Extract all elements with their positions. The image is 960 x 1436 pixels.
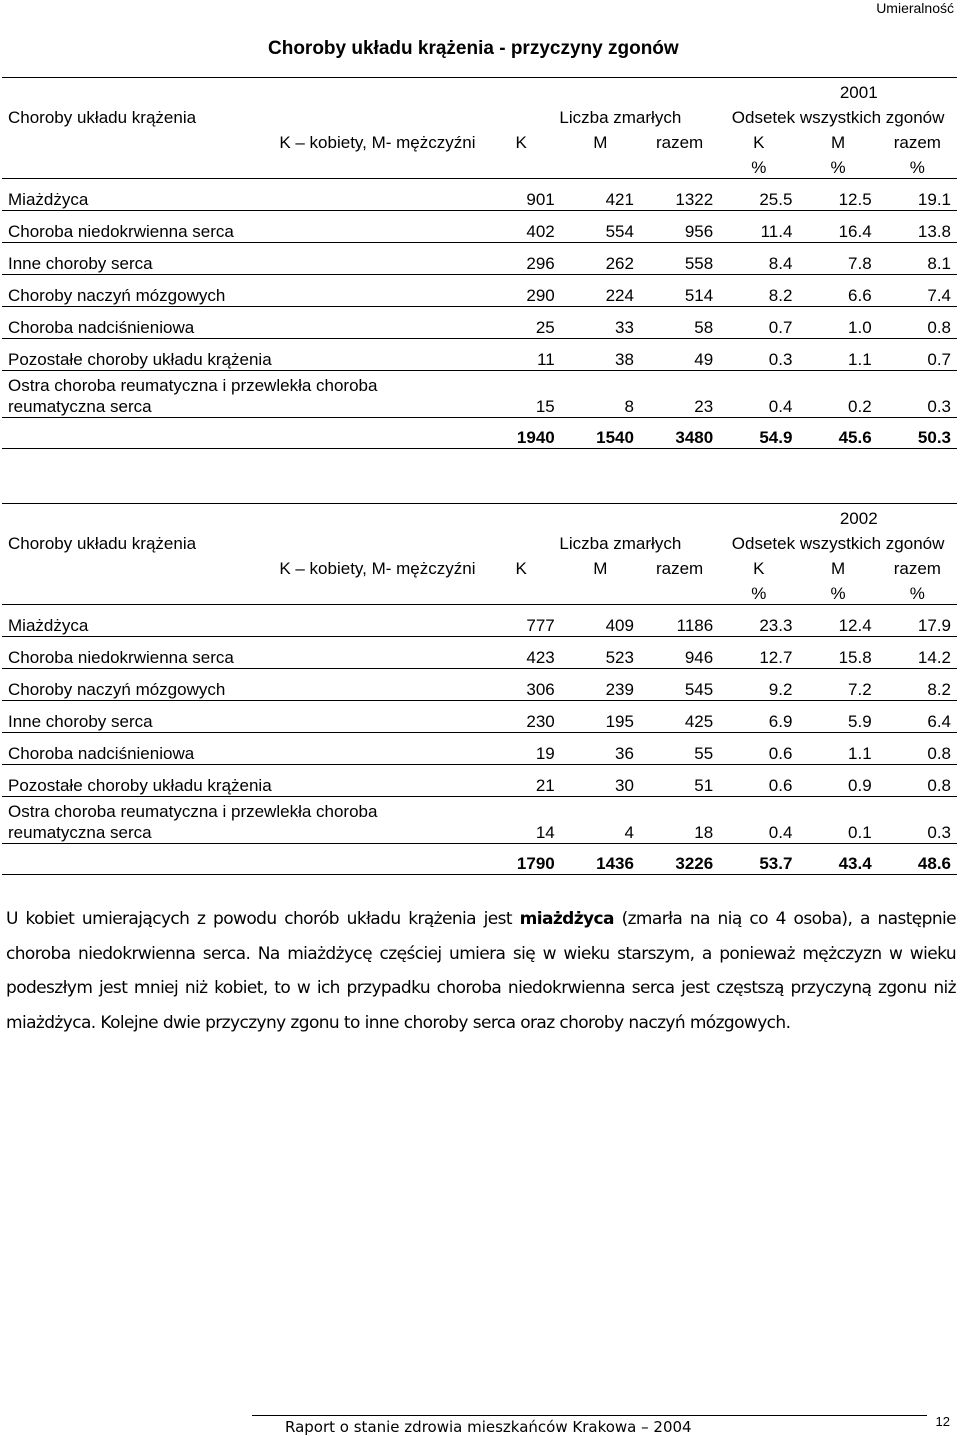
table-cell: 49 <box>640 339 719 371</box>
table-cell: 8.2 <box>878 669 957 701</box>
row-label: Pozostałe choroby układu krążenia <box>2 339 482 371</box>
table-cell: 11 <box>482 339 561 371</box>
col-razem: razem <box>655 559 704 578</box>
column-header-deaths: Liczba zmarłych <box>559 534 682 553</box>
table-cell: 290 <box>482 275 561 307</box>
table-cell: 554 <box>561 211 640 243</box>
row-label: Choroby naczyń mózgowych <box>2 669 482 701</box>
table-cell: 0.8 <box>878 307 957 339</box>
page-number: 12 <box>935 1414 950 1429</box>
table-cell: 0.6 <box>719 765 798 797</box>
table-row <box>2 797 957 844</box>
table-row <box>2 179 957 211</box>
table-cell: 425 <box>640 701 719 733</box>
table-2001 <box>2 77 957 449</box>
total-cell: 50.3 <box>878 418 957 449</box>
table-cell: 19 <box>482 733 561 765</box>
table-cell: 17.9 <box>878 605 957 637</box>
table-cell: 6.4 <box>878 701 957 733</box>
row-label <box>2 797 482 844</box>
table-row <box>2 339 957 371</box>
col-m-pct: M <box>830 133 846 152</box>
footer-text: Raport o stanie zdrowia mieszkańców Krakowa – 2004 <box>285 1418 692 1436</box>
table-cell: 0.8 <box>878 765 957 797</box>
table-cell: 0.1 <box>798 797 877 844</box>
table-cell: 901 <box>482 179 561 211</box>
table-cell: 1.0 <box>798 307 877 339</box>
pct-sign: % <box>830 584 846 603</box>
table-cell: 8.2 <box>719 275 798 307</box>
summary-paragraph <box>6 902 956 1040</box>
col-razem-pct: razem <box>893 133 941 152</box>
table-cell: 0.8 <box>878 733 957 765</box>
table-cell: 1.1 <box>798 733 877 765</box>
table-cell: 12.4 <box>798 605 877 637</box>
table-row <box>2 243 957 275</box>
table-row <box>2 669 957 701</box>
table-cell: 13.8 <box>878 211 957 243</box>
pct-sign: % <box>909 158 925 177</box>
table-cell: 12.7 <box>719 637 798 669</box>
table-cell: 11.4 <box>719 211 798 243</box>
col-k-pct: K <box>753 133 765 152</box>
table-cell: 12.5 <box>798 179 877 211</box>
table-cell: 8 <box>561 371 640 418</box>
table-row <box>2 765 957 797</box>
table-row <box>2 733 957 765</box>
total-cell: 53.7 <box>719 844 798 875</box>
col-m: M <box>593 133 608 152</box>
total-cell: 3226 <box>640 844 719 875</box>
col-k: K <box>515 559 527 578</box>
col-k-pct: K <box>753 559 765 578</box>
col-m: M <box>593 559 608 578</box>
row-label-line: reumatyczna serca <box>8 823 152 842</box>
row-label: Inne choroby serca <box>2 701 482 733</box>
table-cell: 36 <box>561 733 640 765</box>
total-cell: 54.9 <box>719 418 798 449</box>
table-cell: 38 <box>561 339 640 371</box>
pct-sign: % <box>751 158 767 177</box>
table-cell: 0.2 <box>798 371 877 418</box>
pct-sign: % <box>909 584 925 603</box>
section-header: Umieralność <box>876 0 954 16</box>
total-cell: 43.4 <box>798 844 877 875</box>
row-label: Miażdżyca <box>2 179 482 211</box>
col-m-pct: M <box>830 559 846 578</box>
table-cell: 23.3 <box>719 605 798 637</box>
paragraph-part: (zmarła na nią co 4 osoba), a następnie choroba niedokrwienna serca. Na miażdżycę częściej umiera się w wieku starszym, a ponieważ mężczyzn w wieku podeszłym jest mniej niż kobiet, to w ich przypadku choroba niedokrwienna serca jest częstszą przyczyną zgonu niż miażdżyca. Kolejne dwie przyczyny zgonu to inne choroby serca oraz choroby naczyń mózgowych. <box>6 909 956 1033</box>
table-row <box>2 307 957 339</box>
table-cell: 14 <box>482 797 561 844</box>
table-cell: 25 <box>482 307 561 339</box>
total-cell: 3480 <box>640 418 719 449</box>
table-cell: 402 <box>482 211 561 243</box>
table-cell: 7.4 <box>878 275 957 307</box>
paragraph-part: U kobiet umierających z powodu chorób układu krążenia jest <box>6 909 520 929</box>
table-cell: 0.7 <box>878 339 957 371</box>
total-row <box>2 418 957 449</box>
pct-sign: % <box>830 158 846 177</box>
column-header-deaths: Liczba zmarłych <box>559 108 682 127</box>
pct-sign: % <box>751 584 767 603</box>
table-cell: 946 <box>640 637 719 669</box>
table-cell: 18 <box>640 797 719 844</box>
column-header-disease: Choroby układu krążenia <box>8 108 197 127</box>
table-cell: 195 <box>561 701 640 733</box>
table-cell: 33 <box>561 307 640 339</box>
table-cell: 15.8 <box>798 637 877 669</box>
table-row <box>2 275 957 307</box>
column-header-share: Odsetek wszystkich zgonów <box>731 108 945 127</box>
table-cell: 296 <box>482 243 561 275</box>
table-cell: 777 <box>482 605 561 637</box>
table-row <box>2 605 957 637</box>
table-cell: 514 <box>640 275 719 307</box>
table-cell: 55 <box>640 733 719 765</box>
column-header-disease: Choroby układu krążenia <box>8 534 197 553</box>
table-cell: 306 <box>482 669 561 701</box>
table-cell: 6.6 <box>798 275 877 307</box>
page-title: Choroby układu krążenia - przyczyny zgonów <box>268 38 679 59</box>
col-razem-pct: razem <box>893 559 941 578</box>
legend-text: K – kobiety, M- mężczyźni <box>279 133 476 152</box>
paragraph-bold: miażdżyca <box>519 909 614 929</box>
table-cell: 545 <box>640 669 719 701</box>
table-cell: 0.9 <box>798 765 877 797</box>
table-cell: 230 <box>482 701 561 733</box>
table-cell: 1.1 <box>798 339 877 371</box>
table-cell: 19.1 <box>878 179 957 211</box>
table-cell: 423 <box>482 637 561 669</box>
row-label: Choroba niedokrwienna serca <box>2 637 482 669</box>
table-cell: 0.3 <box>878 371 957 418</box>
total-cell: 1790 <box>482 844 561 875</box>
table-cell: 1322 <box>640 179 719 211</box>
col-razem: razem <box>655 133 704 152</box>
table-row <box>2 637 957 669</box>
table-cell: 21 <box>482 765 561 797</box>
table-cell: 0.3 <box>878 797 957 844</box>
table-cell: 30 <box>561 765 640 797</box>
table-year: 2002 <box>719 504 877 530</box>
table-cell: 224 <box>561 275 640 307</box>
table-cell: 0.4 <box>719 797 798 844</box>
table-cell: 558 <box>640 243 719 275</box>
total-cell: 45.6 <box>798 418 877 449</box>
table-cell: 58 <box>640 307 719 339</box>
legend-text: K – kobiety, M- mężczyźni <box>279 559 476 578</box>
table-cell: 8.4 <box>719 243 798 275</box>
table-cell: 14.2 <box>878 637 957 669</box>
table-row <box>2 211 957 243</box>
row-label: Miażdżyca <box>2 605 482 637</box>
row-label-line: Ostra choroba reumatyczna i przewlekła choroba <box>8 802 378 821</box>
table-cell: 239 <box>561 669 640 701</box>
row-label: Choroby naczyń mózgowych <box>2 275 482 307</box>
table-year: 2001 <box>719 78 877 104</box>
table-cell: 956 <box>640 211 719 243</box>
row-label: Pozostałe choroby układu krążenia <box>2 765 482 797</box>
row-label: Inne choroby serca <box>2 243 482 275</box>
table-2002 <box>2 503 957 875</box>
total-row <box>2 844 957 875</box>
total-cell: 1540 <box>561 418 640 449</box>
table-cell: 25.5 <box>719 179 798 211</box>
table-cell: 523 <box>561 637 640 669</box>
table-cell: 0.6 <box>719 733 798 765</box>
table-cell: 51 <box>640 765 719 797</box>
footer-divider <box>252 1415 927 1416</box>
table-cell: 8.1 <box>878 243 957 275</box>
table-cell: 16.4 <box>798 211 877 243</box>
table-cell: 262 <box>561 243 640 275</box>
total-cell: 48.6 <box>878 844 957 875</box>
row-label: Choroba nadciśnieniowa <box>2 307 482 339</box>
table-cell: 9.2 <box>719 669 798 701</box>
row-label: Choroba nadciśnieniowa <box>2 733 482 765</box>
row-label-line: reumatyczna serca <box>8 397 152 416</box>
table-cell: 409 <box>561 605 640 637</box>
table-cell: 0.7 <box>719 307 798 339</box>
table-cell: 421 <box>561 179 640 211</box>
table-cell: 0.3 <box>719 339 798 371</box>
table-cell: 7.8 <box>798 243 877 275</box>
table-row <box>2 371 957 418</box>
table-cell: 7.2 <box>798 669 877 701</box>
row-label: Choroba niedokrwienna serca <box>2 211 482 243</box>
table-cell: 4 <box>561 797 640 844</box>
table-cell: 1186 <box>640 605 719 637</box>
col-k: K <box>515 133 527 152</box>
table-cell: 15 <box>482 371 561 418</box>
row-label <box>2 371 482 418</box>
table-cell: 6.9 <box>719 701 798 733</box>
table-cell: 23 <box>640 371 719 418</box>
table-cell: 5.9 <box>798 701 877 733</box>
table-cell: 0.4 <box>719 371 798 418</box>
total-cell: 1940 <box>482 418 561 449</box>
row-label-line: Ostra choroba reumatyczna i przewlekła choroba <box>8 376 378 395</box>
total-cell: 1436 <box>561 844 640 875</box>
table-row <box>2 701 957 733</box>
column-header-share: Odsetek wszystkich zgonów <box>731 534 945 553</box>
